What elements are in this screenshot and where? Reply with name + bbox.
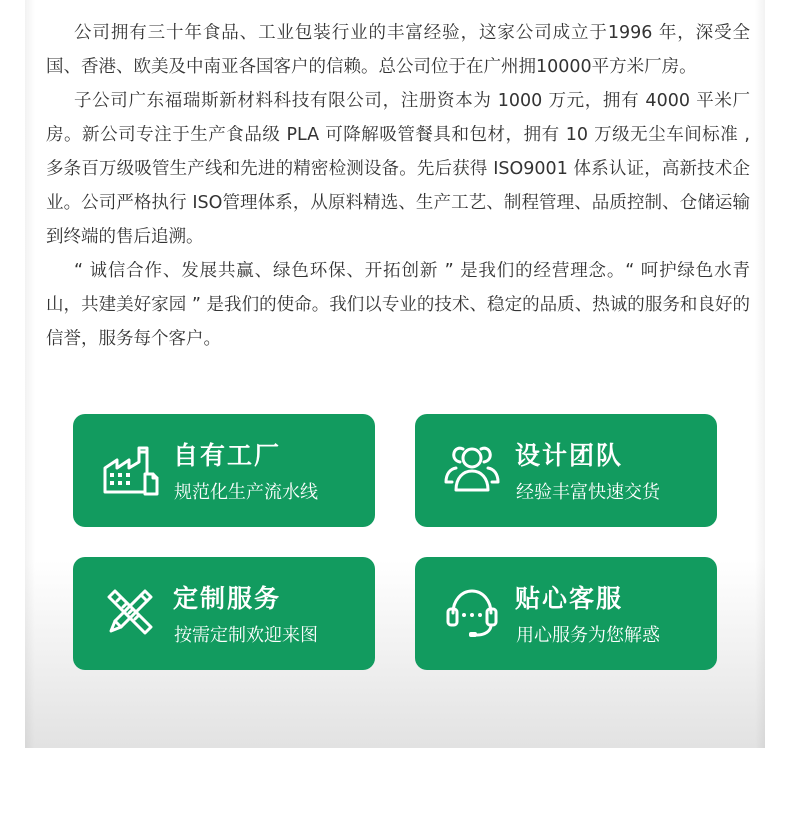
feature-card-customer-service[interactable] — [415, 557, 717, 670]
headset-icon — [443, 583, 501, 641]
feature-title: 设计团队 — [515, 441, 624, 470]
pencil-ruler-icon — [101, 583, 159, 641]
feature-card-design-team[interactable] — [415, 414, 717, 527]
feature-title: 自有工厂 — [173, 441, 282, 470]
feature-subtitle: 按需定制欢迎来图 — [174, 625, 318, 646]
feature-subtitle: 用心服务为您解惑 — [516, 625, 660, 646]
team-icon — [443, 440, 501, 498]
feature-card-factory[interactable] — [73, 414, 375, 527]
intro-paragraph-subsidiary: 子公司广东福瑞斯新材料科技有限公司，注册资本为 1000 万元，拥有 4000 平米厂房。新公司专注于生产食品级 PLA 可降解吸管餐具和包材，拥有 10 万级无尘车间标准 , 多条百万级吸管生产线和先进的精密检测设备。先后获得 ISO9001 体系认证，高新技术企业。公司严格执行 ISO管理体系，从原料精选、生产工艺、制程管理、品质控制、仓储运输到终端的售后追溯。 — [46, 91, 750, 247]
intro-paragraph-history: 公司拥有三十年食品、工业包装行业的丰富经验，这家公司成立于1996 年，深受全国、香港、欧美及中南亚各国客户的信赖。总公司位于在广州拥10000平方米厂房。 — [46, 23, 750, 77]
company-intro — [46, 16, 750, 356]
feature-subtitle: 经验丰富快速交货 — [516, 482, 660, 503]
feature-subtitle: 规范化生产流水线 — [174, 482, 318, 503]
feature-title: 贴心客服 — [515, 584, 624, 613]
factory-icon — [101, 440, 159, 498]
feature-card-custom-service[interactable] — [73, 557, 375, 670]
intro-paragraph-philosophy: “ 诚信合作、发展共赢、绿色环保、开拓创新 ” 是我们的经营理念。“ 呵护绿色水青山，共建美好家园 ” 是我们的使命。我们以专业的技术、稳定的品质、热诚的服务和良好的信誉，服务每个客户。 — [46, 261, 750, 349]
feature-title: 定制服务 — [173, 584, 282, 613]
